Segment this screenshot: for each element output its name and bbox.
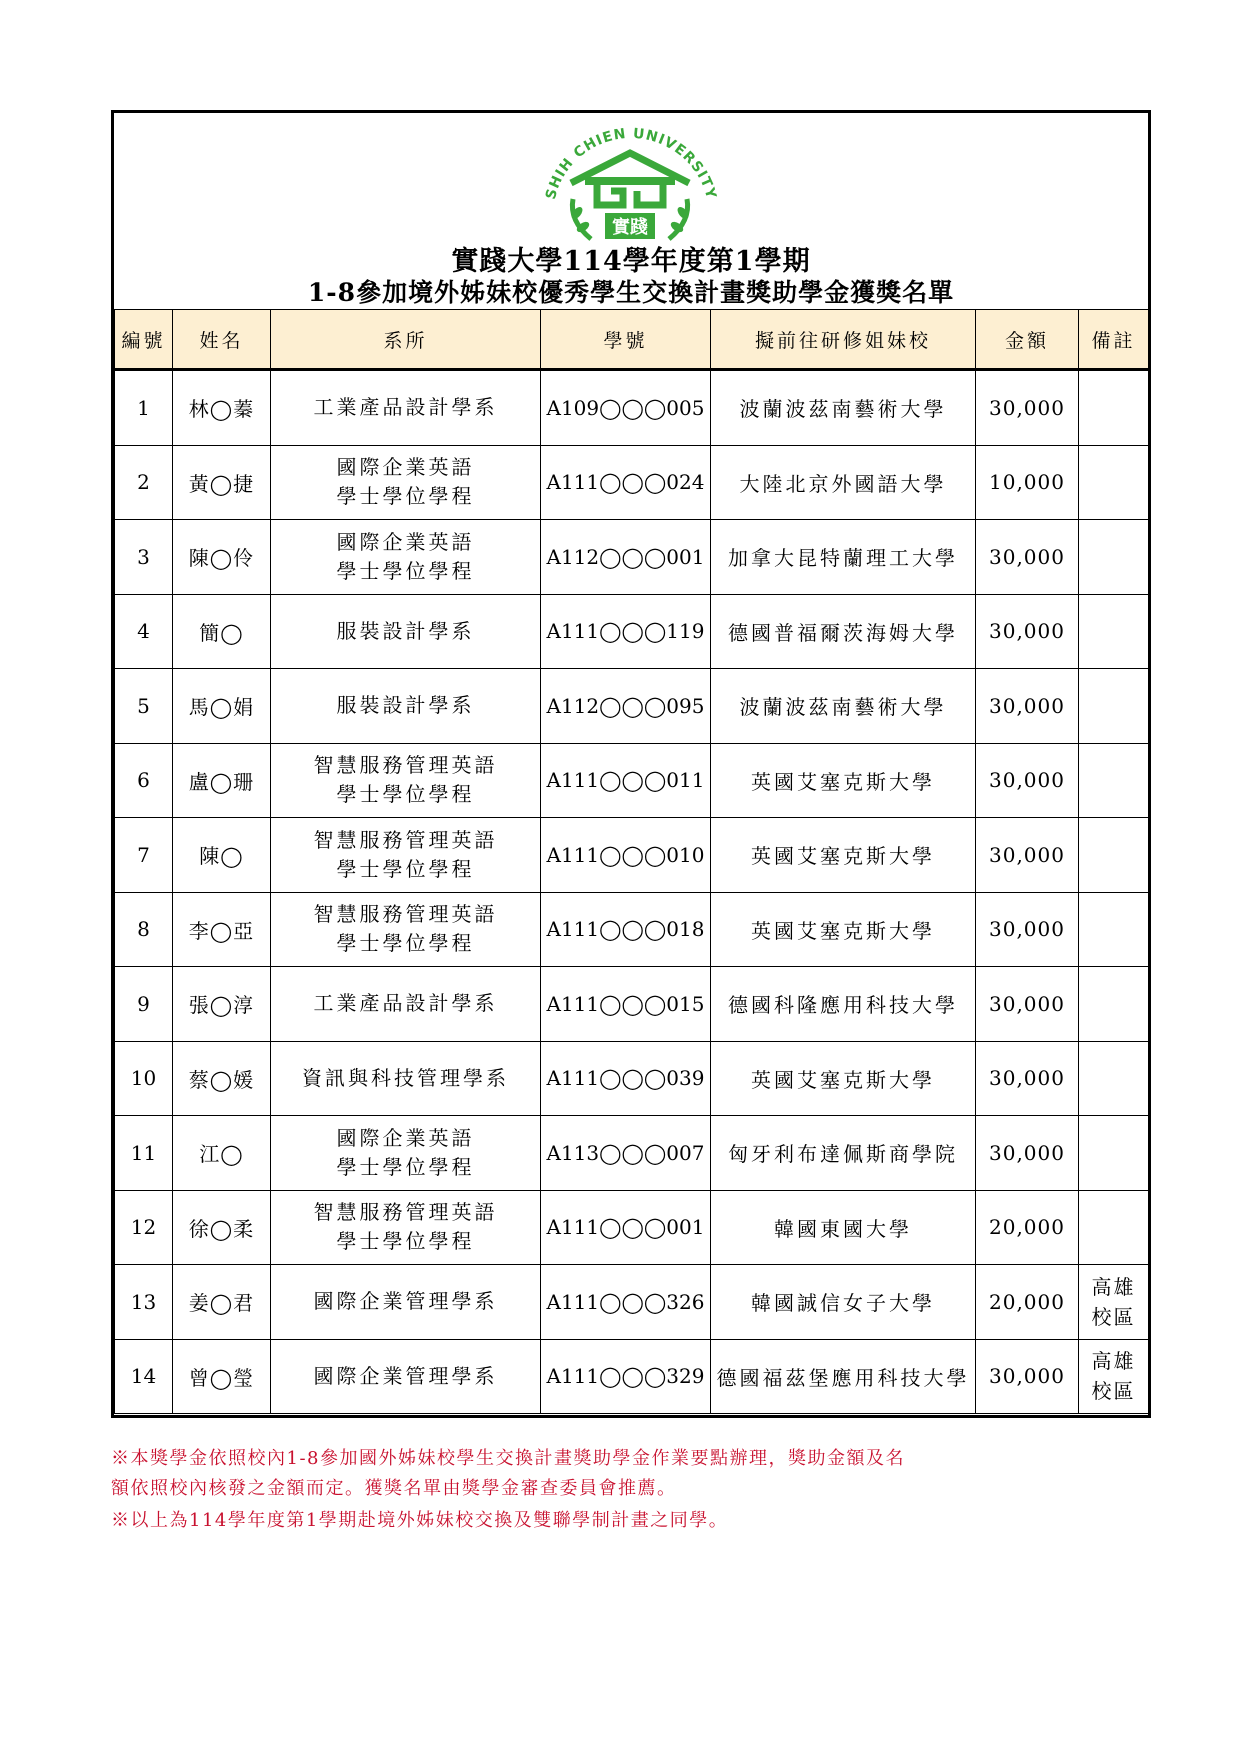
cell-number bbox=[115, 1190, 173, 1265]
cell-partner-school bbox=[711, 743, 976, 818]
table-row bbox=[115, 743, 1149, 818]
department-line-2: 學士學位學程 bbox=[336, 856, 475, 881]
cell-amount bbox=[976, 1116, 1079, 1191]
cell-partner-school bbox=[711, 1190, 976, 1265]
department-line-2: 學士學位學程 bbox=[336, 1154, 475, 1179]
partner-school-text: 加拿大昆特蘭理工大學 bbox=[728, 546, 958, 571]
title-line-1: 實踐大學114學年度第1學期 bbox=[451, 246, 811, 277]
number-text: 8 bbox=[137, 917, 150, 942]
cell-partner-school bbox=[711, 520, 976, 595]
table-row bbox=[115, 370, 1149, 446]
cell-student-id bbox=[541, 743, 711, 818]
cell-student-id bbox=[541, 818, 711, 893]
cell-number bbox=[115, 520, 173, 595]
department-line-1: 國際企業英語 bbox=[336, 455, 475, 480]
amount-text: 20,000 bbox=[989, 1289, 1065, 1314]
cell-name bbox=[173, 1190, 271, 1265]
department-line-1: 智慧服務管理英語 bbox=[313, 1200, 498, 1225]
amount-text: 10,000 bbox=[989, 470, 1065, 495]
partner-school-text: 德國福茲堡應用科技大學 bbox=[716, 1365, 970, 1390]
cell-student-id bbox=[541, 669, 711, 744]
student-id-text: A111◯◯◯039 bbox=[546, 1066, 705, 1091]
cell-partner-school bbox=[711, 892, 976, 967]
cell-number bbox=[115, 892, 173, 967]
number-text: 13 bbox=[130, 1289, 157, 1314]
department-line-1: 智慧服務管理英語 bbox=[313, 902, 498, 927]
cell-number bbox=[115, 1116, 173, 1191]
cell-amount bbox=[976, 967, 1079, 1042]
footnote-1b: 額依照校內核發之金額而定。獲獎名單由獎學金審查委員會推薦。 bbox=[111, 1478, 677, 1499]
cell-partner-school bbox=[711, 669, 976, 744]
cell-student-id bbox=[541, 1116, 711, 1191]
cell-name bbox=[173, 445, 271, 520]
table-row bbox=[115, 1339, 1149, 1414]
department-line-1: 智慧服務管理英語 bbox=[313, 753, 498, 778]
cell-department bbox=[271, 818, 541, 893]
partner-school-text: 韓國東國大學 bbox=[774, 1216, 912, 1241]
cell-student-id bbox=[541, 1190, 711, 1265]
cell-department bbox=[271, 370, 541, 446]
name-text: 江◯ bbox=[199, 1142, 244, 1167]
cell-department bbox=[271, 967, 541, 1042]
cell-name bbox=[173, 1265, 271, 1340]
partner-school-text: 英國艾塞克斯大學 bbox=[751, 769, 935, 794]
department-line-1: 智慧服務管理英語 bbox=[313, 827, 498, 852]
cell-number bbox=[115, 1339, 173, 1414]
cell-name bbox=[173, 1041, 271, 1116]
cell-amount bbox=[976, 1265, 1079, 1340]
table-row bbox=[115, 594, 1149, 669]
cell-remarks bbox=[1079, 1265, 1149, 1340]
name-text: 李◯亞 bbox=[188, 918, 255, 943]
cell-student-id bbox=[541, 370, 711, 446]
table-row bbox=[115, 1190, 1149, 1265]
partner-school-text: 英國艾塞克斯大學 bbox=[751, 844, 935, 869]
department-line-2: 學士學位學程 bbox=[336, 1229, 475, 1254]
name-text: 姜◯君 bbox=[188, 1291, 255, 1316]
cell-student-id bbox=[541, 967, 711, 1042]
department-line-1: 國際企業英語 bbox=[336, 1125, 475, 1150]
header-number: 編號 bbox=[115, 310, 173, 370]
student-id-text: A111◯◯◯018 bbox=[546, 917, 705, 942]
cell-department bbox=[271, 1041, 541, 1116]
cell-amount bbox=[976, 669, 1079, 744]
cell-student-id bbox=[541, 445, 711, 520]
amount-text: 30,000 bbox=[989, 1066, 1065, 1091]
amount-text: 30,000 bbox=[989, 768, 1065, 793]
cell-remarks bbox=[1079, 669, 1149, 744]
student-id-text: A111◯◯◯326 bbox=[546, 1289, 705, 1314]
department-line-2: 學士學位學程 bbox=[336, 931, 475, 956]
cell-amount bbox=[976, 1339, 1079, 1414]
header-remarks: 備註 bbox=[1079, 310, 1149, 370]
name-text: 張◯淳 bbox=[188, 993, 255, 1018]
number-text: 2 bbox=[137, 470, 150, 495]
cell-department bbox=[271, 1116, 541, 1191]
table-row bbox=[115, 1116, 1149, 1191]
cell-student-id bbox=[541, 594, 711, 669]
footnote-2: ※以上為114學年度第1學期赴境外姊妹校交換及雙聯學制計畫之同學。 bbox=[111, 1510, 729, 1531]
footnotes bbox=[111, 1444, 1151, 1536]
cell-remarks bbox=[1079, 743, 1149, 818]
cell-amount bbox=[976, 1041, 1079, 1116]
table-header-row bbox=[115, 310, 1149, 370]
cell-number bbox=[115, 445, 173, 520]
number-text: 6 bbox=[137, 768, 150, 793]
header-student-id: 學號 bbox=[541, 310, 711, 370]
number-text: 11 bbox=[130, 1140, 157, 1165]
cell-student-id bbox=[541, 1041, 711, 1116]
partner-school-text: 韓國誠信女子大學 bbox=[751, 1291, 935, 1316]
svg-text:SHIH CHIEN UNIVERSITY bbox=[543, 126, 719, 201]
cell-student-id bbox=[541, 520, 711, 595]
student-id-text: A111◯◯◯329 bbox=[546, 1364, 705, 1389]
number-text: 14 bbox=[130, 1364, 157, 1389]
amount-text: 30,000 bbox=[989, 917, 1065, 942]
cell-number bbox=[115, 669, 173, 744]
table-row bbox=[115, 520, 1149, 595]
table-row bbox=[115, 967, 1149, 1042]
cell-number bbox=[115, 1041, 173, 1116]
cell-remarks bbox=[1079, 1190, 1149, 1265]
cell-number bbox=[115, 967, 173, 1042]
remarks-line-1: 高雄 bbox=[1091, 1349, 1136, 1374]
name-text: 蔡◯媛 bbox=[188, 1067, 255, 1092]
logo-seal-text: 實踐 bbox=[612, 217, 648, 238]
partner-school-text: 匈牙利布達佩斯商學院 bbox=[728, 1142, 958, 1167]
footnote-1a: ※本獎學金依照校內1-8參加國外姊妹校學生交換計畫獎助學金作業要點辦理，獎助金額及名 bbox=[111, 1448, 905, 1469]
cell-name bbox=[173, 1339, 271, 1414]
cell-remarks bbox=[1079, 1041, 1149, 1116]
cell-department bbox=[271, 445, 541, 520]
table-row bbox=[115, 818, 1149, 893]
student-id-text: A111◯◯◯015 bbox=[546, 991, 705, 1016]
department-line-2: 學士學位學程 bbox=[336, 558, 475, 583]
partner-school-text: 大陸北京外國語大學 bbox=[739, 471, 947, 496]
partner-school-text: 英國艾塞克斯大學 bbox=[751, 1067, 935, 1092]
cell-partner-school bbox=[711, 370, 976, 446]
cell-partner-school bbox=[711, 445, 976, 520]
student-id-text: A111◯◯◯024 bbox=[546, 470, 705, 495]
cell-amount bbox=[976, 1190, 1079, 1265]
name-text: 黃◯捷 bbox=[188, 471, 255, 496]
cell-number bbox=[115, 594, 173, 669]
name-text: 陳◯ bbox=[199, 844, 244, 869]
name-text: 陳◯伶 bbox=[188, 546, 255, 571]
logo-arc-text: SHIH CHIEN UNIVERSITY bbox=[542, 125, 720, 202]
cell-remarks bbox=[1079, 1116, 1149, 1191]
name-text: 林◯蓁 bbox=[188, 397, 255, 422]
document-header bbox=[114, 113, 1148, 309]
cell-amount bbox=[976, 594, 1079, 669]
cell-department bbox=[271, 1339, 541, 1414]
header-department: 系所 bbox=[271, 310, 541, 370]
cell-name bbox=[173, 1116, 271, 1191]
cell-number bbox=[115, 818, 173, 893]
cell-department bbox=[271, 520, 541, 595]
cell-partner-school bbox=[711, 594, 976, 669]
table-row bbox=[115, 445, 1149, 520]
student-id-text: A112◯◯◯095 bbox=[546, 693, 705, 718]
table-row bbox=[115, 1265, 1149, 1340]
cell-name bbox=[173, 743, 271, 818]
cell-department bbox=[271, 892, 541, 967]
cell-number bbox=[115, 370, 173, 446]
cell-number bbox=[115, 743, 173, 818]
cell-amount bbox=[976, 520, 1079, 595]
cell-amount bbox=[976, 370, 1079, 446]
name-text: 盧◯珊 bbox=[188, 769, 255, 794]
cell-amount bbox=[976, 818, 1079, 893]
number-text: 9 bbox=[137, 991, 150, 1016]
number-text: 10 bbox=[130, 1066, 157, 1091]
cell-partner-school bbox=[711, 1339, 976, 1414]
cell-student-id bbox=[541, 1339, 711, 1414]
remarks-line-2: 校區 bbox=[1091, 1379, 1136, 1404]
amount-text: 30,000 bbox=[989, 544, 1065, 569]
name-text: 曾◯瑩 bbox=[188, 1365, 255, 1390]
partner-school-text: 英國艾塞克斯大學 bbox=[751, 918, 935, 943]
title-line-2: 1-8參加境外姊妹校優秀學生交換計畫獎助學金獲獎名單 bbox=[307, 278, 955, 307]
amount-text: 20,000 bbox=[989, 1215, 1065, 1240]
student-id-text: A109◯◯◯005 bbox=[546, 395, 705, 420]
student-id-text: A111◯◯◯011 bbox=[546, 768, 705, 793]
partner-school-text: 波蘭波茲南藝術大學 bbox=[739, 695, 947, 720]
remarks-line-2: 校區 bbox=[1091, 1304, 1136, 1329]
department-line-1: 服裝設計學系 bbox=[336, 618, 475, 643]
cell-partner-school bbox=[711, 1265, 976, 1340]
amount-text: 30,000 bbox=[989, 842, 1065, 867]
cell-name bbox=[173, 370, 271, 446]
header-partner-school: 擬前往研修姐妹校 bbox=[711, 310, 976, 370]
cell-name bbox=[173, 669, 271, 744]
department-line-1: 國際企業管理學系 bbox=[313, 1363, 498, 1388]
partner-school-text: 德國普福爾茨海姆大學 bbox=[728, 620, 958, 645]
cell-partner-school bbox=[711, 967, 976, 1042]
university-logo-icon bbox=[513, 121, 748, 251]
cell-remarks bbox=[1079, 594, 1149, 669]
number-text: 3 bbox=[137, 544, 150, 569]
cell-student-id bbox=[541, 1265, 711, 1340]
number-text: 5 bbox=[137, 693, 150, 718]
student-id-text: A112◯◯◯001 bbox=[546, 544, 705, 569]
cell-department bbox=[271, 669, 541, 744]
department-line-2: 學士學位學程 bbox=[336, 782, 475, 807]
table-row bbox=[115, 892, 1149, 967]
cell-name bbox=[173, 892, 271, 967]
amount-text: 30,000 bbox=[989, 1364, 1065, 1389]
document-frame bbox=[111, 110, 1151, 1418]
table-row bbox=[115, 1041, 1149, 1116]
header-amount: 金額 bbox=[976, 310, 1079, 370]
department-line-1: 資訊與科技管理學系 bbox=[302, 1065, 509, 1090]
award-table bbox=[114, 309, 1149, 1414]
cell-amount bbox=[976, 743, 1079, 818]
cell-name bbox=[173, 594, 271, 669]
cell-name bbox=[173, 818, 271, 893]
cell-partner-school bbox=[711, 818, 976, 893]
cell-remarks bbox=[1079, 370, 1149, 446]
cell-department bbox=[271, 1190, 541, 1265]
amount-text: 30,000 bbox=[989, 991, 1065, 1016]
amount-text: 30,000 bbox=[989, 1140, 1065, 1165]
name-text: 馬◯娟 bbox=[188, 695, 255, 720]
amount-text: 30,000 bbox=[989, 395, 1065, 420]
cell-student-id bbox=[541, 892, 711, 967]
cell-number bbox=[115, 1265, 173, 1340]
department-line-2: 學士學位學程 bbox=[336, 484, 475, 509]
name-text: 徐◯柔 bbox=[188, 1216, 255, 1241]
cell-amount bbox=[976, 445, 1079, 520]
department-line-1: 工業產品設計學系 bbox=[313, 395, 498, 420]
student-id-text: A113◯◯◯007 bbox=[546, 1140, 705, 1165]
remarks-line-1: 高雄 bbox=[1091, 1274, 1136, 1299]
cell-remarks bbox=[1079, 967, 1149, 1042]
amount-text: 30,000 bbox=[989, 693, 1065, 718]
student-id-text: A111◯◯◯010 bbox=[546, 842, 705, 867]
number-text: 7 bbox=[137, 842, 150, 867]
cell-department bbox=[271, 743, 541, 818]
department-line-1: 國際企業管理學系 bbox=[313, 1289, 498, 1314]
amount-text: 30,000 bbox=[989, 619, 1065, 644]
department-line-1: 國際企業英語 bbox=[336, 529, 475, 554]
cell-name bbox=[173, 967, 271, 1042]
cell-department bbox=[271, 1265, 541, 1340]
cell-remarks bbox=[1079, 445, 1149, 520]
cell-partner-school bbox=[711, 1041, 976, 1116]
partner-school-text: 德國科隆應用科技大學 bbox=[728, 993, 958, 1018]
cell-remarks bbox=[1079, 818, 1149, 893]
name-text: 簡◯ bbox=[199, 620, 244, 645]
department-line-1: 工業產品設計學系 bbox=[313, 991, 498, 1016]
cell-remarks bbox=[1079, 520, 1149, 595]
cell-partner-school bbox=[711, 1116, 976, 1191]
department-line-1: 服裝設計學系 bbox=[336, 693, 475, 718]
cell-remarks bbox=[1079, 1339, 1149, 1414]
student-id-text: A111◯◯◯001 bbox=[546, 1215, 705, 1240]
cell-amount bbox=[976, 892, 1079, 967]
partner-school-text: 波蘭波茲南藝術大學 bbox=[739, 397, 947, 422]
header-name: 姓名 bbox=[173, 310, 271, 370]
cell-remarks bbox=[1079, 892, 1149, 967]
number-text: 1 bbox=[137, 395, 150, 420]
student-id-text: A111◯◯◯119 bbox=[546, 619, 705, 644]
number-text: 12 bbox=[130, 1215, 157, 1240]
number-text: 4 bbox=[137, 619, 150, 644]
cell-name bbox=[173, 520, 271, 595]
table-row bbox=[115, 669, 1149, 744]
cell-department bbox=[271, 594, 541, 669]
